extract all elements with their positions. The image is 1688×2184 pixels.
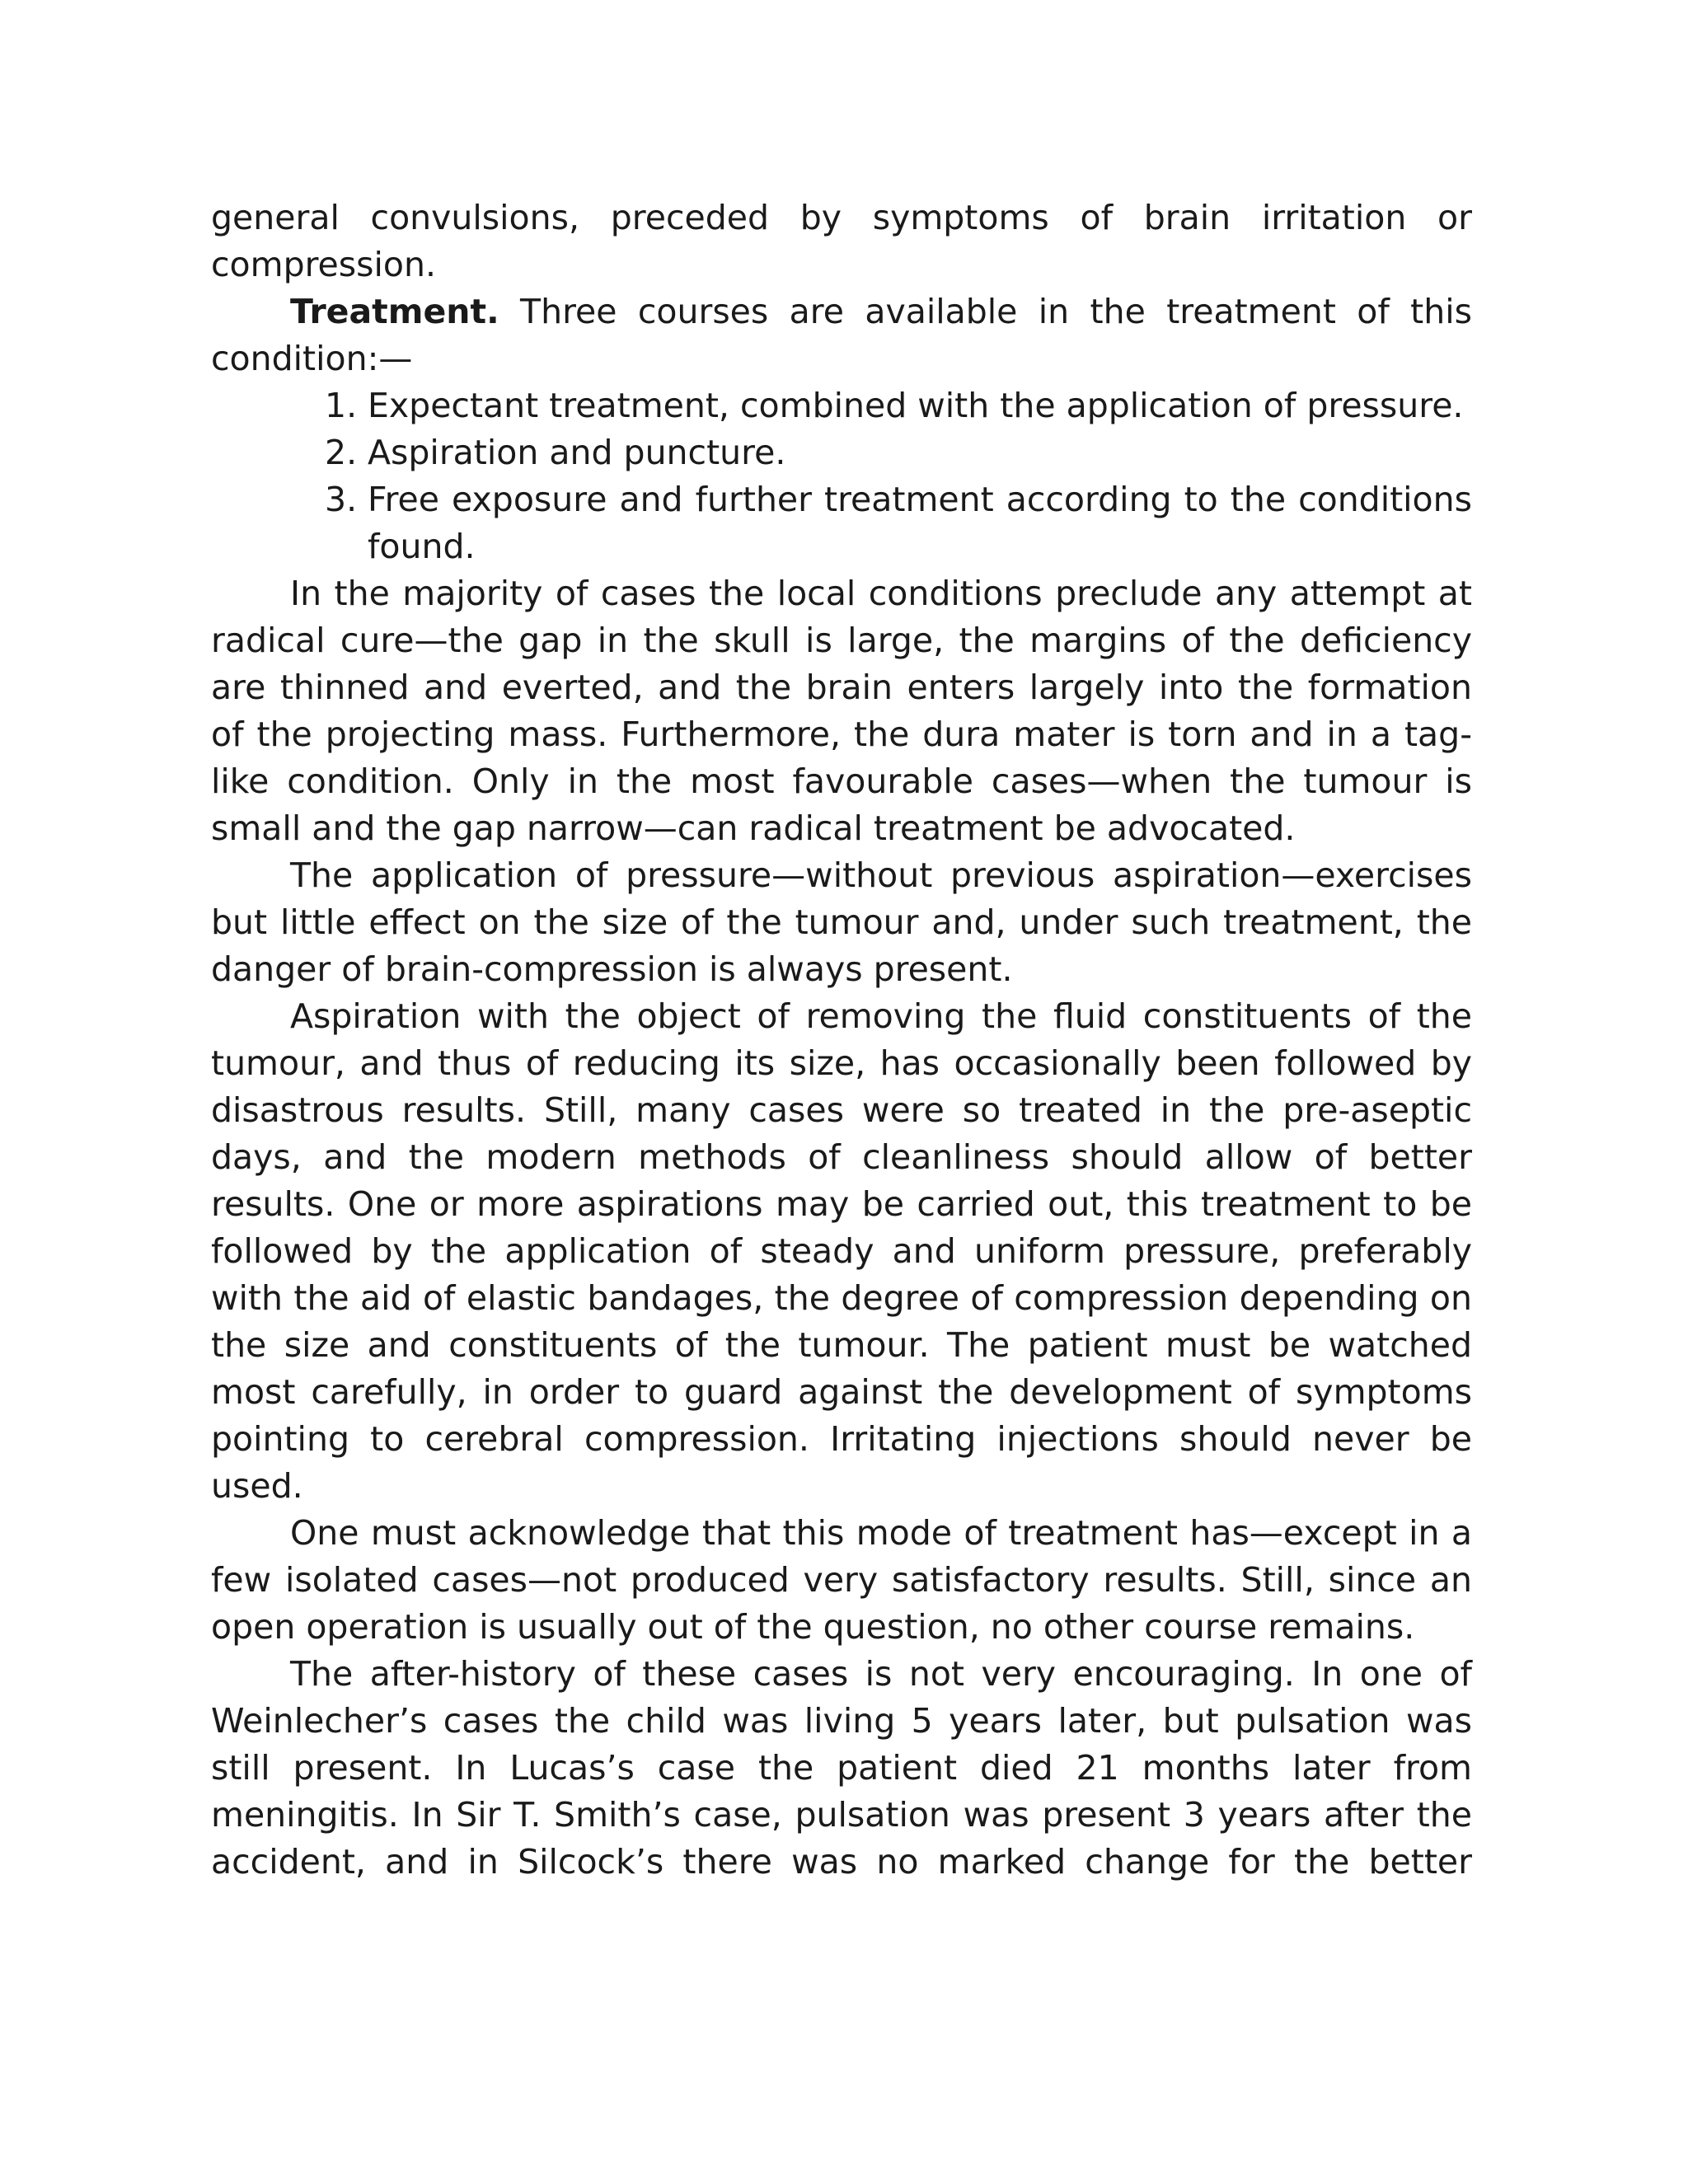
list-text: Expectant treatment, combined with the application of pressure.: [368, 386, 1464, 425]
treatment-intro: Three courses are available in the treatment of this condition:—: [211, 292, 1472, 378]
paragraph-intro: general convulsions, preceded by symptoms of brain irritation or compression.: [211, 198, 1472, 284]
list-text: Free exposure and further treatment according to the conditions found.: [368, 480, 1472, 566]
paragraph-pressure: The application of pressure—without previous aspiration—exercises but little effect on the size of the tumour and, under such treatment, the danger of brain-compression is always present.: [211, 855, 1472, 989]
paragraph-aspiration: Aspiration with the object of removing the fluid constituents of the tumour, and thus of reducing its size, has occasionally been followed by disastrous results. Still, many cases were so treated in the pre-aseptic days, and the modern methods of cleanliness should allow of better results. One or more aspirations may be carried out, this treatment to be followed by the application of steady and uniform pressure, preferably with the aid of elastic bandages, the degree of compression depending on the size and constituents of the tumour. The patient must be watched most carefully, in order to guard against the development of symptoms pointing to cerebral compression. Irritating injections should never be used.: [211, 996, 1472, 1506]
list-text: Aspiration and puncture.: [368, 433, 786, 472]
list-item-3: [211, 476, 1472, 570]
paragraph-after-history: The after-history of these cases is not very encouraging. In one of Weinlecher’s cases the child was living 5 years later, but pulsation was still present. In Lucas’s case the patient died 21 months later from meningitis. In Sir T. Smith’s case, pulsation was present 3 years after the accident, and in Silcock’s there was no marked change for the better: [211, 1654, 1472, 1882]
list-number: 1.: [325, 386, 358, 425]
list-item-1: [211, 382, 1472, 429]
paragraph-acknowledge: One must acknowledge that this mode of treatment has—except in a few isolated cases—not produced very satisfactory results. Still, since an open operation is usually out of the question, no other course remains.: [211, 1513, 1472, 1647]
treatment-heading: Treatment.: [290, 292, 499, 331]
list-number: 2.: [325, 433, 358, 472]
paragraph-treatment: [211, 288, 1472, 382]
list-number: 3.: [325, 480, 358, 519]
document-page: [211, 194, 1472, 1886]
list-item-2: [211, 429, 1472, 476]
paragraph-majority: In the majority of cases the local conditions preclude any attempt at radical cure—the gap in the skull is large, the margins of the deficiency are thinned and everted, and the brain enters largely into the formation of the projecting mass. Furthermore, the dura mater is torn and in a tag-like condition. Only in the most favourable cases—when the tumour is small and the gap narrow—can radical treatment be advocated.: [211, 574, 1472, 848]
